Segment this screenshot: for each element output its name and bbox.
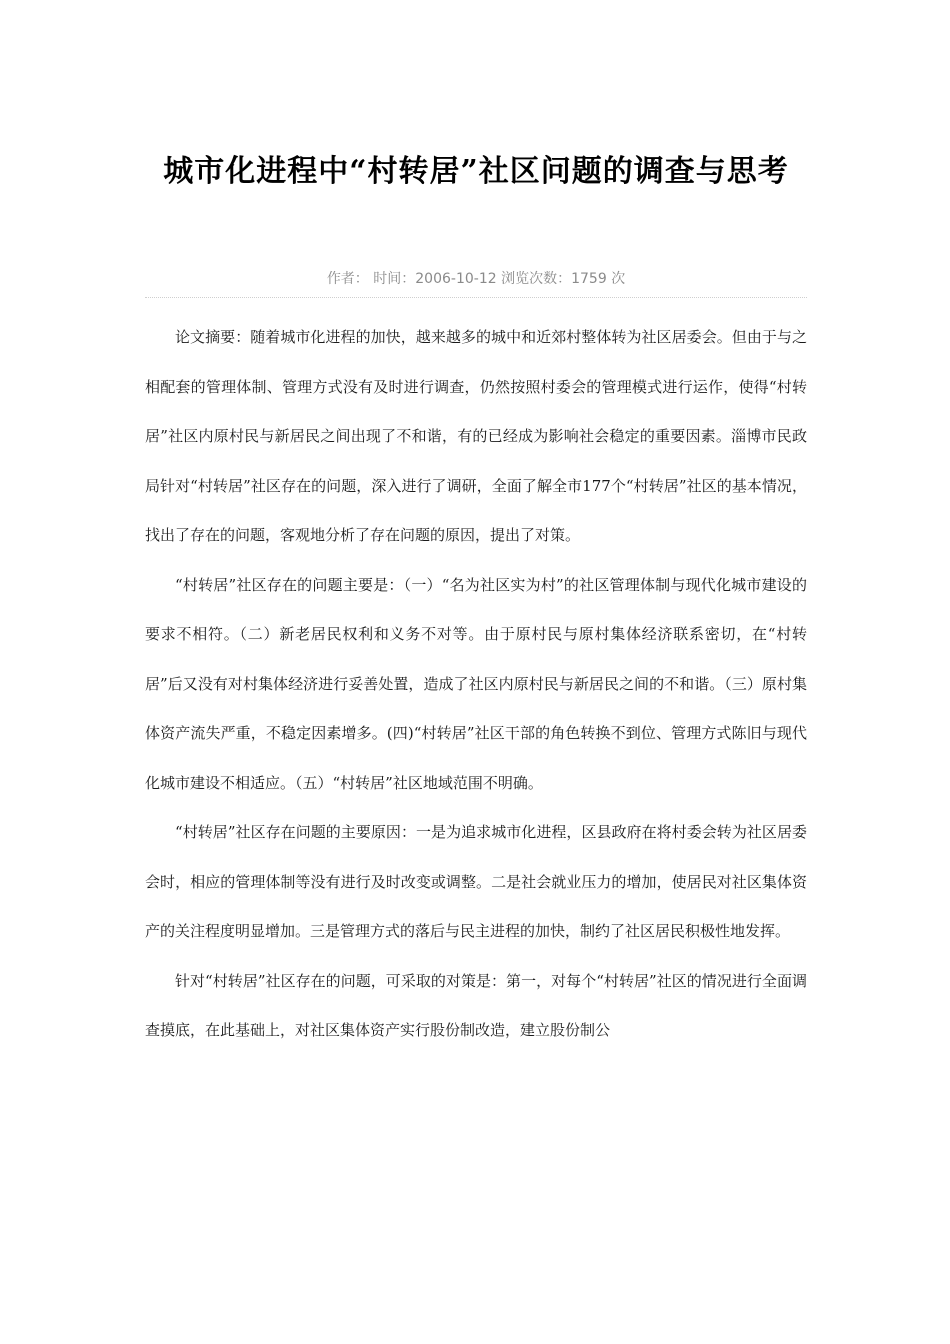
paragraph-abstract: 论文摘要：随着城市化进程的加快，越来越多的城中和近郊村整体转为社区居委会。但由于与之相配套的管理体制、管理方式没有及时进行调查，仍然按照村委会的管理模式进行运作，使得“村转居”社区内原村民与新居民之间出现了不和谐，有的已经成为影响社会稳定的重要因素。淄博市民政局针对“村转居”社区存在的问题，深入进行了调研，全面了解全市177个“村转居”社区的基本情况，找出了存在的问题，客观地分析了存在问题的原因，提出了对策。	[145, 328, 807, 544]
article-meta	[145, 268, 807, 290]
time-label: 时间：	[373, 271, 416, 287]
article-title: 城市化进程中“村转居”社区问题的调查与思考	[163, 154, 789, 189]
views-count: 1759	[571, 271, 607, 287]
meta-divider	[145, 297, 807, 298]
paragraph-causes: “村转居”社区存在问题的主要原因：一是为追求城市化进程，区县政府在将村委会转为社区居委会时，相应的管理体制等没有进行及时改变或调整。二是社会就业压力的增加，使居民对社区集体资产的关注程度明显增加。三是管理方式的落后与民主进程的加快，制约了社区居民积极性地发挥。	[145, 823, 807, 940]
paragraph-countermeasures: 针对“村转居”社区存在的问题，可采取的对策是：第一，对每个“村转居”社区的情况进行全面调查摸底，在此基础上，对社区集体资产实行股份制改造，建立股份制公	[145, 971, 807, 1039]
views-unit: 次	[611, 271, 626, 287]
article-body	[145, 313, 807, 1056]
views-label: 浏览次数：	[501, 271, 572, 287]
paragraph-problems: “村转居”社区存在的问题主要是：（一）“名为社区实为村”的社区管理体制与现代化城市建设的要求不相符。（二）新老居民权利和义务不对等。由于原村民与原村集体经济联系密切，在“村转居”后又没有对村集体经济进行妥善处置，造成了社区内原村民与新居民之间的不和谐。（三）原村集体资产流失严重，不稳定因素增多。(四)“村转居”社区干部的角色转换不到位、管理方式陈旧与现代化城市建设不相适应。（五）“村转居”社区地域范围不明确。	[145, 575, 807, 792]
author-label: 作者：	[326, 271, 369, 287]
publish-date: 2006-10-12	[415, 271, 497, 287]
